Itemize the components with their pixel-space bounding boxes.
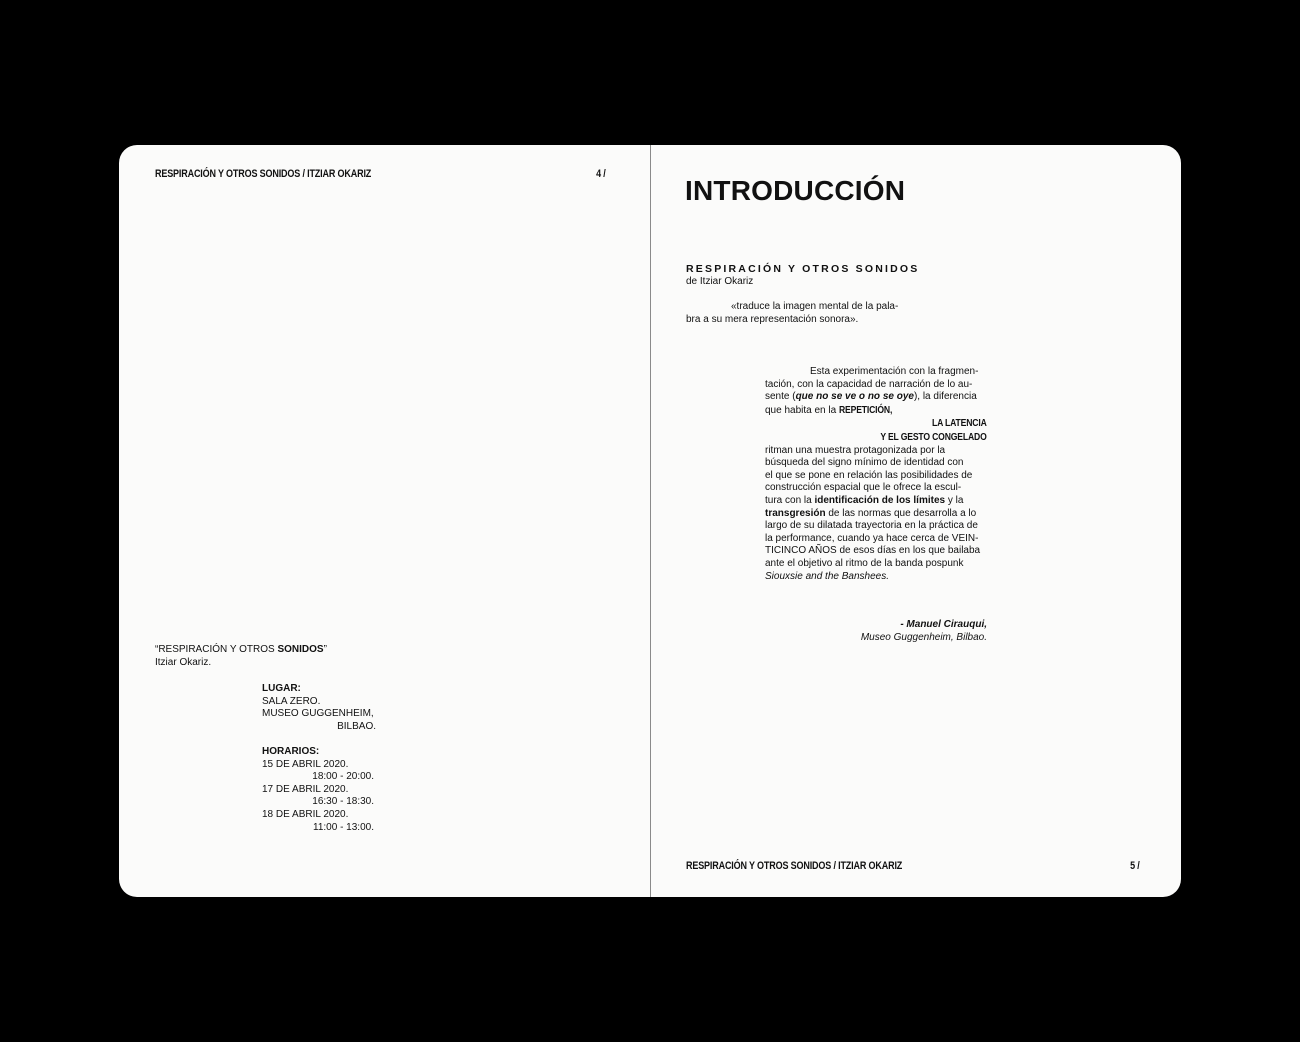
- body-line: la performance, cuando ya hace cerca de VEIN-: [765, 532, 979, 544]
- body-line: Siouxsie and the Banshees.: [765, 570, 889, 582]
- signature-block: [765, 619, 987, 644]
- schedule-time: 11:00 - 13:00.: [313, 821, 374, 833]
- body-text: [765, 366, 987, 583]
- latencia-line: Y EL GESTO CONGELADO: [880, 430, 987, 443]
- body-line: búsqueda del signo mínimo de identidad con: [765, 457, 964, 469]
- schedule-date: 15 DE ABRIL 2020.: [262, 758, 349, 770]
- book-spread: [119, 145, 1181, 897]
- venue-line: BILBAO.: [337, 720, 376, 732]
- venue-line: MUSEO GUGGENHEIM,: [262, 708, 374, 720]
- schedule-date: 17 DE ABRIL 2020.: [262, 783, 349, 795]
- body-line: construcción espacial que le ofrece la escul-: [765, 482, 962, 494]
- body-line: transgresión de las normas que desarrolla a lo: [765, 507, 977, 519]
- signature-name: - Manuel Cirauqui,: [900, 619, 987, 630]
- repeticion-text: REPETICIÓN,: [838, 403, 893, 416]
- signature-place: Museo Guggenheim, Bilbao.: [860, 631, 987, 643]
- credit-artist: Itziar Okariz.: [155, 656, 212, 668]
- right-page: [651, 145, 1181, 897]
- body-line: ante el objetivo al ritmo de la banda pospunk: [765, 557, 964, 569]
- quote-line: bra a su mera representación sonora».: [686, 313, 859, 325]
- body-line: TICINCO AÑOS de esos días en los que bailaba: [765, 545, 981, 557]
- running-header: RESPIRACIÓN Y OTROS SONIDOS / ITZIAR OKARIZ: [155, 168, 372, 180]
- page-number: 4 /: [596, 168, 606, 180]
- page-title: INTRODUCCIÓN: [685, 175, 906, 206]
- running-footer: RESPIRACIÓN Y OTROS SONIDOS / ITZIAR OKARIZ: [686, 860, 903, 872]
- section-subtitle: RESPIRACIÓN Y OTROS SONIDOS: [686, 263, 920, 275]
- credit-title: “RESPIRACIÓN Y OTROS SONIDOS”: [155, 644, 327, 655]
- body-line: ritman una muestra protagonizada por la: [765, 444, 946, 456]
- quote-block: [686, 301, 898, 326]
- quote-line: «traduce la imagen mental de la pala-: [731, 301, 899, 312]
- body-line: Esta experimentación con la fragmen-: [810, 366, 979, 377]
- body-line: largo de su dilatada trayectoria en la práctica de: [765, 520, 978, 532]
- body-line: el que se pone en relación las posibilidades de: [765, 469, 973, 481]
- body-line: sente (que no se ve o no se oye), la diferencia: [765, 391, 977, 403]
- schedule-date: 18 DE ABRIL 2020.: [262, 808, 349, 820]
- latencia-line: LA LATENCIA: [932, 417, 987, 430]
- schedule-time: 16:30 - 18:30.: [312, 796, 374, 808]
- body-line: que habita en la REPETICIÓN,: [765, 403, 893, 416]
- venue-block: [262, 683, 376, 733]
- page-number: 5 /: [1130, 860, 1140, 872]
- schedule-time: 18:00 - 20:00.: [312, 771, 374, 783]
- schedule-heading: HORARIOS:: [262, 746, 320, 757]
- schedule-block: [262, 746, 374, 834]
- emphasis-text: que no se ve o no se oye: [795, 391, 914, 403]
- body-line: tura con la identificación de los límites y la: [765, 494, 964, 506]
- venue-heading: LUGAR:: [262, 683, 301, 694]
- byline: de Itziar Okariz: [686, 276, 754, 287]
- credit-block: [155, 644, 327, 669]
- body-line: tación, con la capacidad de narración de lo au-: [765, 378, 973, 390]
- left-page: [119, 145, 650, 897]
- venue-line: SALA ZERO.: [262, 695, 321, 707]
